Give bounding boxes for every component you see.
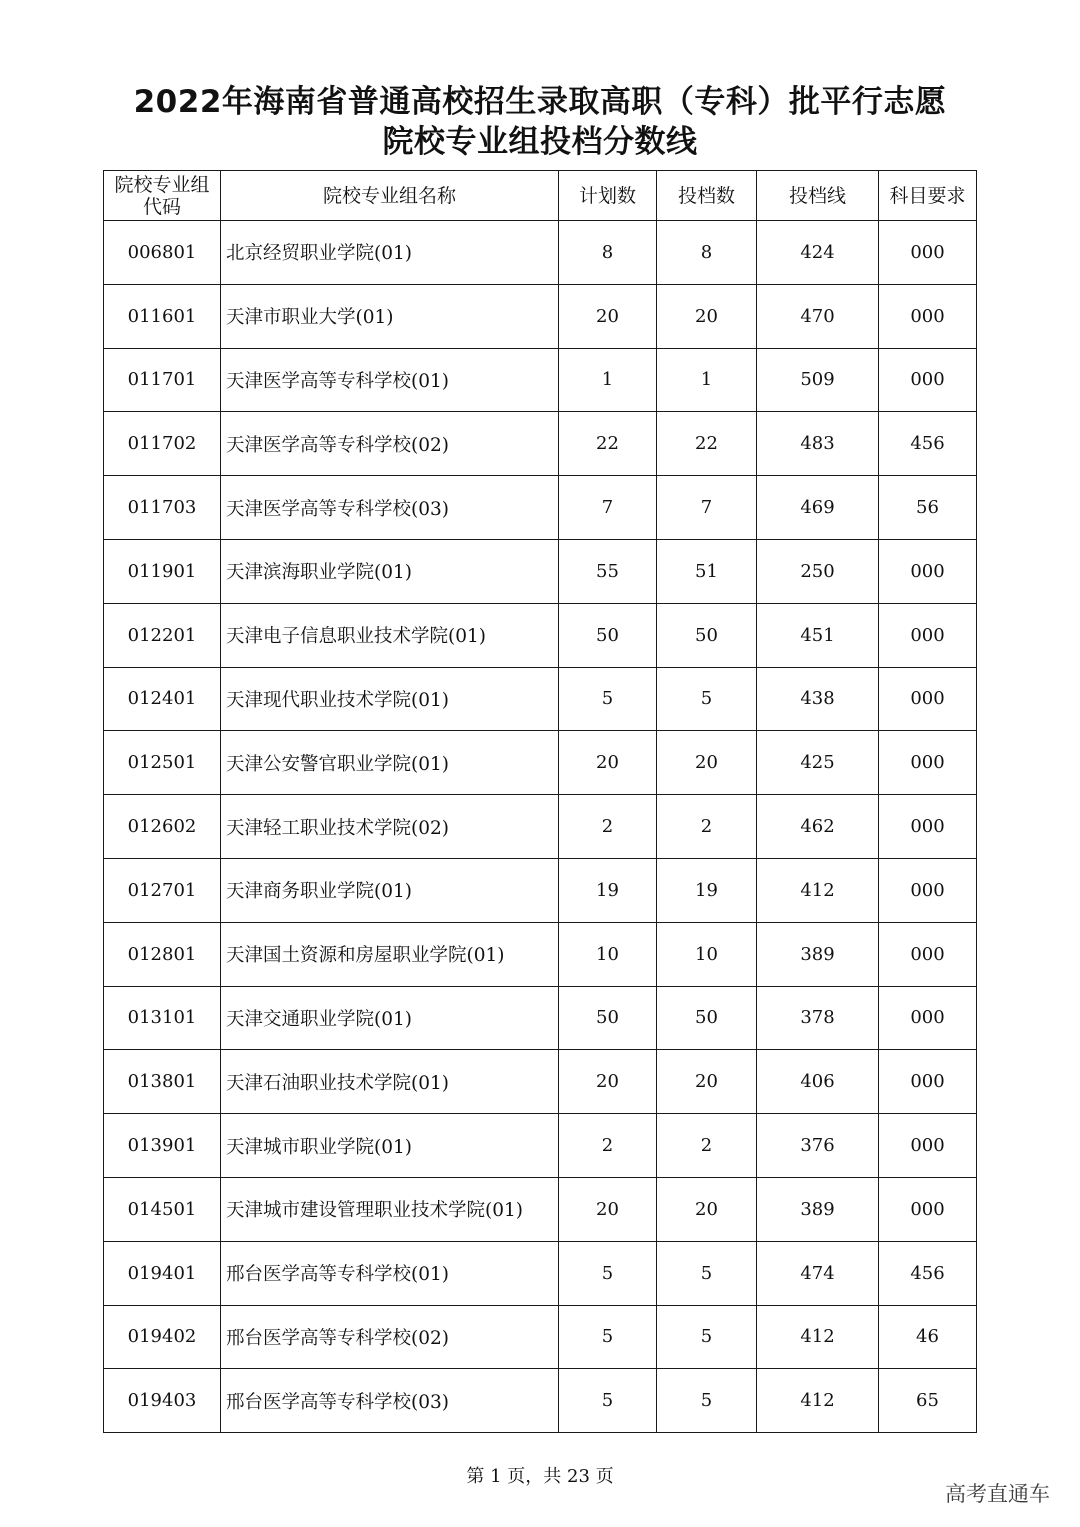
cell-submitted: 2 — [657, 795, 757, 859]
cell-code: 012501 — [104, 731, 221, 795]
table-row — [104, 1114, 977, 1178]
table-row — [104, 284, 977, 348]
cell-plan: 50 — [559, 986, 657, 1050]
cell-name: 天津交通职业学院(01) — [221, 986, 559, 1050]
cell-submitted: 2 — [657, 1114, 757, 1178]
table-body — [104, 221, 977, 1433]
cell-code: 019401 — [104, 1241, 221, 1305]
watermark-text: 高考直通车 — [945, 1482, 1050, 1506]
table-row — [104, 221, 977, 285]
page-number: 第 1 页，共 23 页 — [466, 1466, 614, 1487]
cell-code: 012801 — [104, 922, 221, 986]
header-code-line2: 代码 — [142, 195, 181, 218]
cell-plan: 5 — [559, 1305, 657, 1369]
table-row — [104, 1050, 977, 1114]
table-row — [104, 1305, 977, 1369]
cell-score: 474 — [757, 1241, 879, 1305]
table-row — [104, 795, 977, 859]
cell-submitted: 50 — [657, 603, 757, 667]
cell-score: 425 — [757, 731, 879, 795]
cell-score: 412 — [757, 858, 879, 922]
cell-subjects: 000 — [879, 1114, 977, 1178]
cell-score: 406 — [757, 1050, 879, 1114]
cell-score: 462 — [757, 795, 879, 859]
cell-plan: 10 — [559, 922, 657, 986]
cell-subjects: 000 — [879, 603, 977, 667]
cell-plan: 22 — [559, 412, 657, 476]
cell-code: 011703 — [104, 476, 221, 540]
cell-score: 451 — [757, 603, 879, 667]
table-row — [104, 539, 977, 603]
cell-submitted: 5 — [657, 1369, 757, 1433]
cell-subjects: 000 — [879, 986, 977, 1050]
cell-plan: 20 — [559, 731, 657, 795]
header-subjects: 科目要求 — [879, 171, 977, 221]
table-row — [104, 412, 977, 476]
cell-code: 012201 — [104, 603, 221, 667]
table-row — [104, 476, 977, 540]
cell-plan: 2 — [559, 1114, 657, 1178]
cell-submitted: 5 — [657, 1241, 757, 1305]
cell-score: 389 — [757, 1177, 879, 1241]
cell-code: 012401 — [104, 667, 221, 731]
table-row — [104, 348, 977, 412]
cell-subjects: 000 — [879, 858, 977, 922]
cell-submitted: 1 — [657, 348, 757, 412]
cell-plan: 55 — [559, 539, 657, 603]
table-row — [104, 858, 977, 922]
cell-score: 470 — [757, 284, 879, 348]
cell-plan: 2 — [559, 795, 657, 859]
cell-score: 424 — [757, 221, 879, 285]
table-row — [104, 731, 977, 795]
cell-submitted: 50 — [657, 986, 757, 1050]
cell-submitted: 7 — [657, 476, 757, 540]
cell-plan: 19 — [559, 858, 657, 922]
cell-subjects: 000 — [879, 1177, 977, 1241]
cell-plan: 20 — [559, 1177, 657, 1241]
cell-subjects: 56 — [879, 476, 977, 540]
table-row — [104, 1241, 977, 1305]
cell-code: 013101 — [104, 986, 221, 1050]
cell-name: 天津国土资源和房屋职业学院(01) — [221, 922, 559, 986]
cell-plan: 5 — [559, 1369, 657, 1433]
cell-plan: 1 — [559, 348, 657, 412]
cell-plan: 50 — [559, 603, 657, 667]
cell-name: 天津医学高等专科学校(02) — [221, 412, 559, 476]
table-row — [104, 1369, 977, 1433]
cell-name: 天津石油职业技术学院(01) — [221, 1050, 559, 1114]
cell-name: 天津城市建设管理职业技术学院(01) — [221, 1177, 559, 1241]
cell-score: 412 — [757, 1369, 879, 1433]
cell-subjects: 000 — [879, 795, 977, 859]
cell-code: 012701 — [104, 858, 221, 922]
cell-submitted: 20 — [657, 731, 757, 795]
table-row — [104, 922, 977, 986]
cell-plan: 8 — [559, 221, 657, 285]
cell-name: 天津医学高等专科学校(03) — [221, 476, 559, 540]
cell-plan: 7 — [559, 476, 657, 540]
cell-code: 013901 — [104, 1114, 221, 1178]
cell-subjects: 000 — [879, 1050, 977, 1114]
cell-submitted: 19 — [657, 858, 757, 922]
cell-score: 412 — [757, 1305, 879, 1369]
cell-plan: 5 — [559, 667, 657, 731]
cell-subjects: 456 — [879, 1241, 977, 1305]
table-row — [104, 986, 977, 1050]
cell-plan: 5 — [559, 1241, 657, 1305]
cell-code: 011702 — [104, 412, 221, 476]
header-code-line1: 院校专业组 — [114, 173, 210, 196]
cell-code: 011601 — [104, 284, 221, 348]
cell-plan: 20 — [559, 284, 657, 348]
cell-code: 019402 — [104, 1305, 221, 1369]
header-plan: 计划数 — [559, 171, 657, 221]
cell-code: 006801 — [104, 221, 221, 285]
cell-code: 012602 — [104, 795, 221, 859]
document-subtitle: 院校专业组投档分数线 — [382, 124, 698, 160]
cell-name: 北京经贸职业学院(01) — [221, 221, 559, 285]
cell-code: 011701 — [104, 348, 221, 412]
cell-score: 376 — [757, 1114, 879, 1178]
cell-code: 019403 — [104, 1369, 221, 1433]
cell-name: 天津城市职业学院(01) — [221, 1114, 559, 1178]
cell-score: 250 — [757, 539, 879, 603]
cell-subjects: 000 — [879, 731, 977, 795]
cell-score: 378 — [757, 986, 879, 1050]
cell-name: 邢台医学高等专科学校(02) — [221, 1305, 559, 1369]
cell-submitted: 51 — [657, 539, 757, 603]
cell-name: 天津公安警官职业学院(01) — [221, 731, 559, 795]
cell-subjects: 000 — [879, 221, 977, 285]
cell-submitted: 20 — [657, 1177, 757, 1241]
cell-submitted: 8 — [657, 221, 757, 285]
cell-name: 天津商务职业学院(01) — [221, 858, 559, 922]
cell-submitted: 5 — [657, 667, 757, 731]
cell-score: 389 — [757, 922, 879, 986]
header-score: 投档线 — [757, 171, 879, 221]
document-title: 2022年海南省普通高校招生录取高职（专科）批平行志愿 — [133, 84, 947, 120]
cell-submitted: 20 — [657, 284, 757, 348]
cell-score: 483 — [757, 412, 879, 476]
cell-score: 509 — [757, 348, 879, 412]
cell-code: 011901 — [104, 539, 221, 603]
cell-name: 天津现代职业技术学院(01) — [221, 667, 559, 731]
cell-code: 014501 — [104, 1177, 221, 1241]
table-row — [104, 1177, 977, 1241]
cell-submitted: 20 — [657, 1050, 757, 1114]
cell-score: 438 — [757, 667, 879, 731]
cell-name: 邢台医学高等专科学校(01) — [221, 1241, 559, 1305]
cell-subjects: 000 — [879, 539, 977, 603]
cell-subjects: 000 — [879, 922, 977, 986]
table-row — [104, 667, 977, 731]
cell-submitted: 10 — [657, 922, 757, 986]
cell-subjects: 000 — [879, 348, 977, 412]
cell-name: 天津电子信息职业技术学院(01) — [221, 603, 559, 667]
cell-submitted: 22 — [657, 412, 757, 476]
header-code — [104, 171, 221, 221]
cell-subjects: 000 — [879, 284, 977, 348]
admission-score-table — [103, 170, 977, 1433]
cell-name: 天津滨海职业学院(01) — [221, 539, 559, 603]
table-header-row — [104, 171, 977, 221]
cell-name: 天津医学高等专科学校(01) — [221, 348, 559, 412]
header-name: 院校专业组名称 — [221, 171, 559, 221]
cell-subjects: 46 — [879, 1305, 977, 1369]
cell-name: 天津市职业大学(01) — [221, 284, 559, 348]
cell-subjects: 000 — [879, 667, 977, 731]
cell-subjects: 456 — [879, 412, 977, 476]
cell-submitted: 5 — [657, 1305, 757, 1369]
cell-subjects: 65 — [879, 1369, 977, 1433]
cell-score: 469 — [757, 476, 879, 540]
table-row — [104, 603, 977, 667]
header-submitted: 投档数 — [657, 171, 757, 221]
cell-code: 013801 — [104, 1050, 221, 1114]
cell-name: 邢台医学高等专科学校(03) — [221, 1369, 559, 1433]
cell-plan: 20 — [559, 1050, 657, 1114]
cell-name: 天津轻工职业技术学院(02) — [221, 795, 559, 859]
